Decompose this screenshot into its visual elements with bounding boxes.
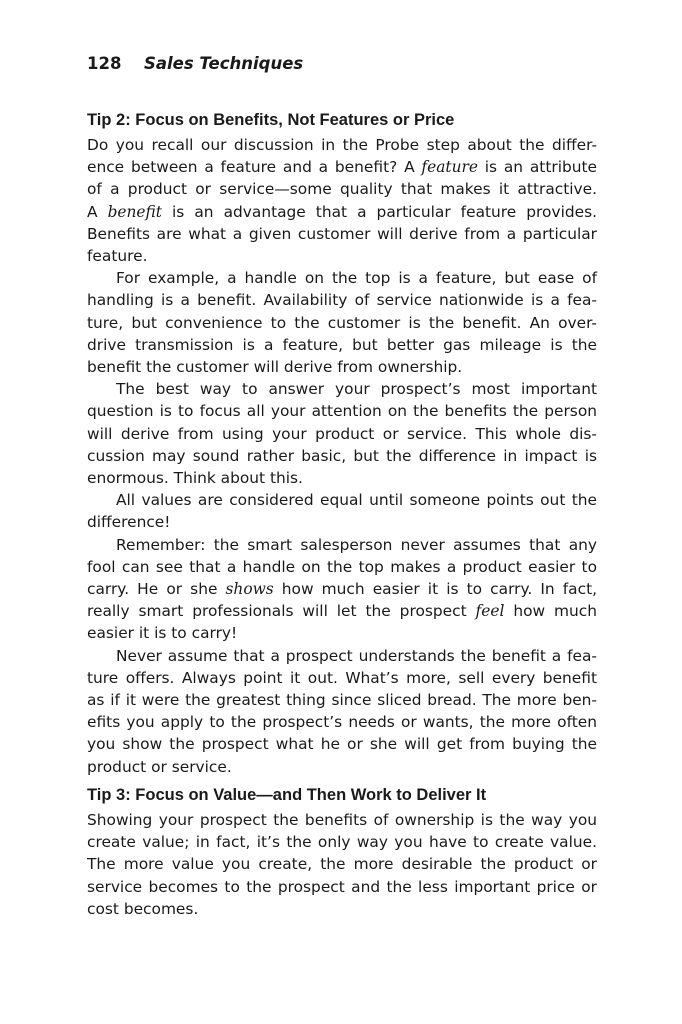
section-heading: Tip 3: Focus on Value—and Then Work to Deliver It xyxy=(87,785,487,804)
text-line xyxy=(87,809,597,831)
page-content xyxy=(87,108,597,920)
text-run: enormous. Think about this. xyxy=(87,469,303,488)
text-line xyxy=(87,312,597,334)
text-run: ture offers. Always point it out. What’s more, sell every benefit xyxy=(87,668,597,687)
text-run: of a product or service—some quality that makes it attractive. xyxy=(87,180,597,199)
text-run: Benefits are what a given customer will derive from a particular xyxy=(87,224,597,243)
text-run: drive transmission is a feature, but better gas mileage is the xyxy=(87,335,597,354)
text-run: handling is a benefit. Availability of service nationwide is a fea- xyxy=(87,291,597,310)
text-line xyxy=(87,511,597,533)
text-line xyxy=(87,689,597,711)
paragraph xyxy=(87,645,597,778)
text-run: is an attribute xyxy=(477,158,597,177)
paragraph xyxy=(87,809,597,920)
text-run: The best way to answer your prospect’s most important xyxy=(116,380,597,399)
emphasis-run: benefit xyxy=(107,202,162,221)
page-number: 128 xyxy=(87,54,122,73)
text-run: is an advantage that a particular feature provides. xyxy=(162,202,597,221)
text-run: For example, a handle on the top is a feature, but ease of xyxy=(116,269,597,288)
text-line xyxy=(87,178,597,200)
text-run: service becomes to the prospect and the less important price or xyxy=(87,877,597,896)
paragraph xyxy=(87,134,597,267)
text-line xyxy=(87,489,597,511)
text-run: The more value you create, the more desirable the product or xyxy=(87,855,597,874)
text-run: really smart professionals will let the prospect xyxy=(87,602,476,621)
text-run: Never assume that a prospect understands the benefit a fea- xyxy=(116,646,597,665)
text-line xyxy=(87,334,597,356)
text-run: ence between a feature and a benefit? A xyxy=(87,158,422,177)
emphasis-run: feature xyxy=(421,158,478,177)
text-line xyxy=(87,534,597,556)
text-line xyxy=(87,667,597,689)
text-run: Remember: the smart salesperson never assumes that any xyxy=(116,535,597,554)
book-page xyxy=(87,52,597,920)
text-run: fool can see that a handle on the top makes a product easier to xyxy=(87,557,597,576)
text-line xyxy=(87,134,597,156)
text-line xyxy=(87,645,597,667)
text-line xyxy=(87,289,597,311)
text-line xyxy=(87,756,597,778)
text-line xyxy=(87,556,597,578)
text-line xyxy=(87,378,597,400)
emphasis-run: feel xyxy=(475,602,505,621)
text-line xyxy=(87,600,597,622)
section-heading: Tip 2: Focus on Benefits, Not Features or Price xyxy=(87,111,455,129)
text-run: you show the prospect what he or she will get from buying the xyxy=(87,735,597,754)
text-line xyxy=(87,711,597,733)
text-run: cussion may sound rather basic, but the difference in impact is xyxy=(87,446,597,465)
text-line xyxy=(87,423,597,445)
text-run: will derive from using your product or service. This whole dis- xyxy=(87,424,597,443)
text-run: question is to focus all your attention on the benefits the person xyxy=(87,402,597,421)
text-run: as if it were the greatest thing since sliced bread. The more ben- xyxy=(87,691,597,710)
text-run: difference! xyxy=(87,513,171,532)
text-run: how much xyxy=(504,602,597,621)
text-run: create value; in fact, it’s the only way you have to create value. xyxy=(87,833,597,852)
text-line xyxy=(87,356,597,378)
running-head xyxy=(87,52,597,76)
text-line xyxy=(87,156,597,178)
text-line xyxy=(87,267,597,289)
text-run: product or service. xyxy=(87,757,232,776)
text-run: Showing your prospect the benefits of ownership is the way you xyxy=(87,810,597,829)
text-line xyxy=(87,467,597,489)
text-line xyxy=(87,831,597,853)
paragraph xyxy=(87,267,597,378)
text-run: efits you apply to the prospect’s needs or wants, the more often xyxy=(87,713,597,732)
text-line xyxy=(87,223,597,245)
paragraph xyxy=(87,378,597,489)
text-line xyxy=(87,445,597,467)
text-run: cost becomes. xyxy=(87,899,199,918)
text-line xyxy=(87,622,597,644)
text-run: Do you recall our discussion in the Probe step about the differ- xyxy=(87,136,597,154)
text-run: A xyxy=(87,202,108,221)
text-line xyxy=(87,400,597,422)
text-run: feature. xyxy=(87,247,148,266)
text-line xyxy=(87,578,597,600)
text-line xyxy=(87,245,597,267)
text-run: benefit the customer will derive from ownership. xyxy=(87,358,463,377)
text-line xyxy=(87,876,597,898)
text-line xyxy=(87,733,597,755)
paragraph xyxy=(87,534,597,645)
text-run: carry. He or she xyxy=(87,580,226,599)
paragraph xyxy=(87,489,597,533)
text-line xyxy=(87,853,597,875)
text-line xyxy=(87,201,597,223)
text-run: how much easier it is to carry. In fact, xyxy=(273,580,597,599)
text-line xyxy=(87,898,597,920)
text-run: All values are considered equal until someone points out the xyxy=(116,491,597,510)
text-run: easier it is to carry! xyxy=(87,624,238,643)
emphasis-run: shows xyxy=(225,580,274,599)
text-run: ture, but convenience to the customer is the benefit. An over- xyxy=(87,313,597,332)
running-title: Sales Techniques xyxy=(144,54,304,73)
